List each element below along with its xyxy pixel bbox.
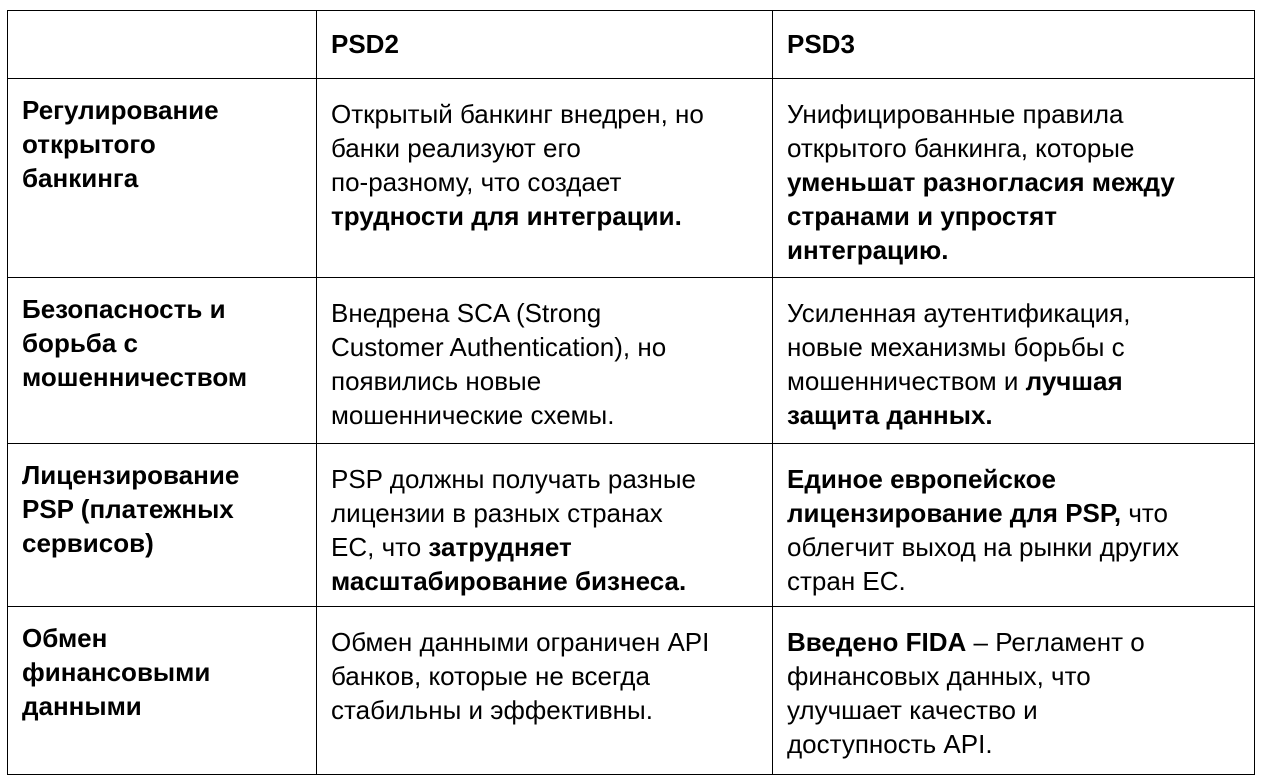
table-row: [8, 278, 1255, 444]
row-label: Обмен финансовыми данными: [8, 607, 317, 775]
table-row: [8, 79, 1255, 278]
psd3-cell: Усиленная аутентификация, новые механизмы борьбы с мошенничеством и лучшая защита данных.: [773, 278, 1255, 444]
table-row: [8, 444, 1255, 607]
column-header-psd3: PSD3: [773, 11, 1255, 79]
row-label: Регулирование открытого банкинга: [8, 79, 317, 278]
psd2-cell: Открытый банкинг внедрен, но банки реализуют его по-разному, что создает трудности для интеграции.: [317, 79, 773, 278]
corner-cell: [8, 11, 317, 79]
psd3-cell: Единое европейское лицензирование для PSP, что облегчит выход на рынки других стран ЕС.: [773, 444, 1255, 607]
psd3-cell: Введено FIDA – Регламент о финансовых данных, что улучшает качество и доступность API.: [773, 607, 1255, 775]
psd2-cell: Внедрена SCA (Strong Customer Authentication), но появились новые мошеннические схемы.: [317, 278, 773, 444]
row-label: Лицензирование PSP (платежных сервисов): [8, 444, 317, 607]
psd2-cell: PSP должны получать разные лицензии в разных странах ЕС, что затрудняет масштабирование бизнеса.: [317, 444, 773, 607]
psd2-cell: Обмен данными ограничен API банков, которые не всегда стабильны и эффективны.: [317, 607, 773, 775]
row-label: Безопасность и борьба с мошенничеством: [8, 278, 317, 444]
table-row: [8, 607, 1255, 775]
header-row: [8, 11, 1255, 79]
column-header-psd2: PSD2: [317, 11, 773, 79]
psd3-cell: Унифицированные правила открытого банкинга, которые уменьшат разногласия между странами и упростят интеграцию.: [773, 79, 1255, 278]
comparison-table: [7, 10, 1255, 775]
